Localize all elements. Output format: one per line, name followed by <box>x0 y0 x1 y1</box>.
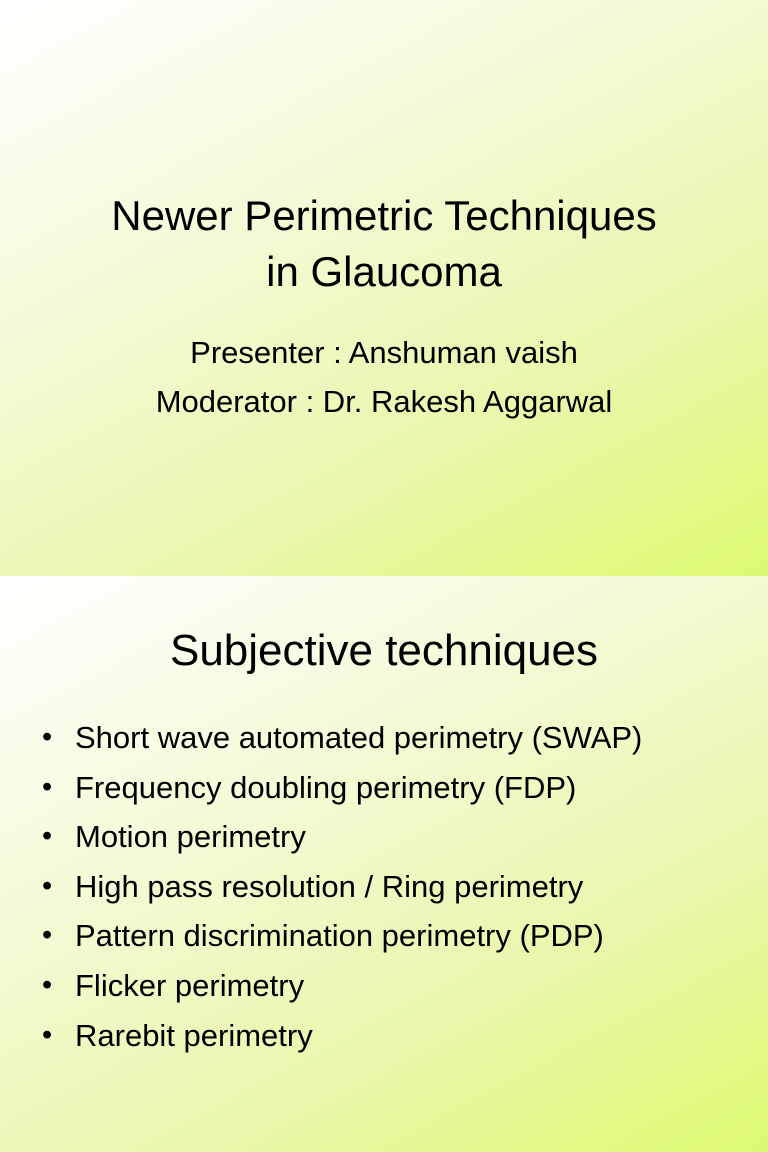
list-item <box>0 862 768 912</box>
bullet-icon: • <box>42 721 53 753</box>
moderator-text: Moderator : Dr. Rakesh Aggarwal <box>155 384 613 419</box>
bullet-icon: • <box>42 820 53 853</box>
list-item-text: Rarebit perimetry <box>75 1017 313 1053</box>
slide-title-line-1: Newer Perimetric Techniques <box>111 192 657 239</box>
bullet-icon: • <box>42 869 53 902</box>
list-item <box>0 961 768 1011</box>
content-slide <box>0 576 768 1152</box>
list-item-text: High pass resolution / Ring perimetry <box>75 868 584 904</box>
bullet-list <box>0 713 768 1060</box>
bullet-icon: • <box>42 968 53 1001</box>
presenter-text: Presenter : Anshuman vaish <box>190 335 578 370</box>
list-item-text: Flicker perimetry <box>75 967 305 1003</box>
list-item-text: Frequency doubling perimetry (FDP) <box>75 769 577 805</box>
slide-title <box>0 188 768 300</box>
list-item <box>0 763 768 813</box>
bullet-icon: • <box>42 1018 53 1051</box>
list-item <box>0 1011 768 1061</box>
list-item-text: Short wave automated perimetry (SWAP) <box>75 720 643 755</box>
list-item-text: Motion perimetry <box>75 819 306 855</box>
list-item <box>0 713 768 763</box>
list-item-text: Pattern discrimination perimetry (PDP) <box>75 918 604 954</box>
list-item <box>0 911 768 961</box>
bullet-icon: • <box>42 770 53 803</box>
list-item <box>0 812 768 862</box>
slide-heading: Subjective techniques <box>169 626 599 675</box>
bullet-icon: • <box>42 919 53 952</box>
slide-title-line-2: in Glaucoma <box>266 248 502 295</box>
